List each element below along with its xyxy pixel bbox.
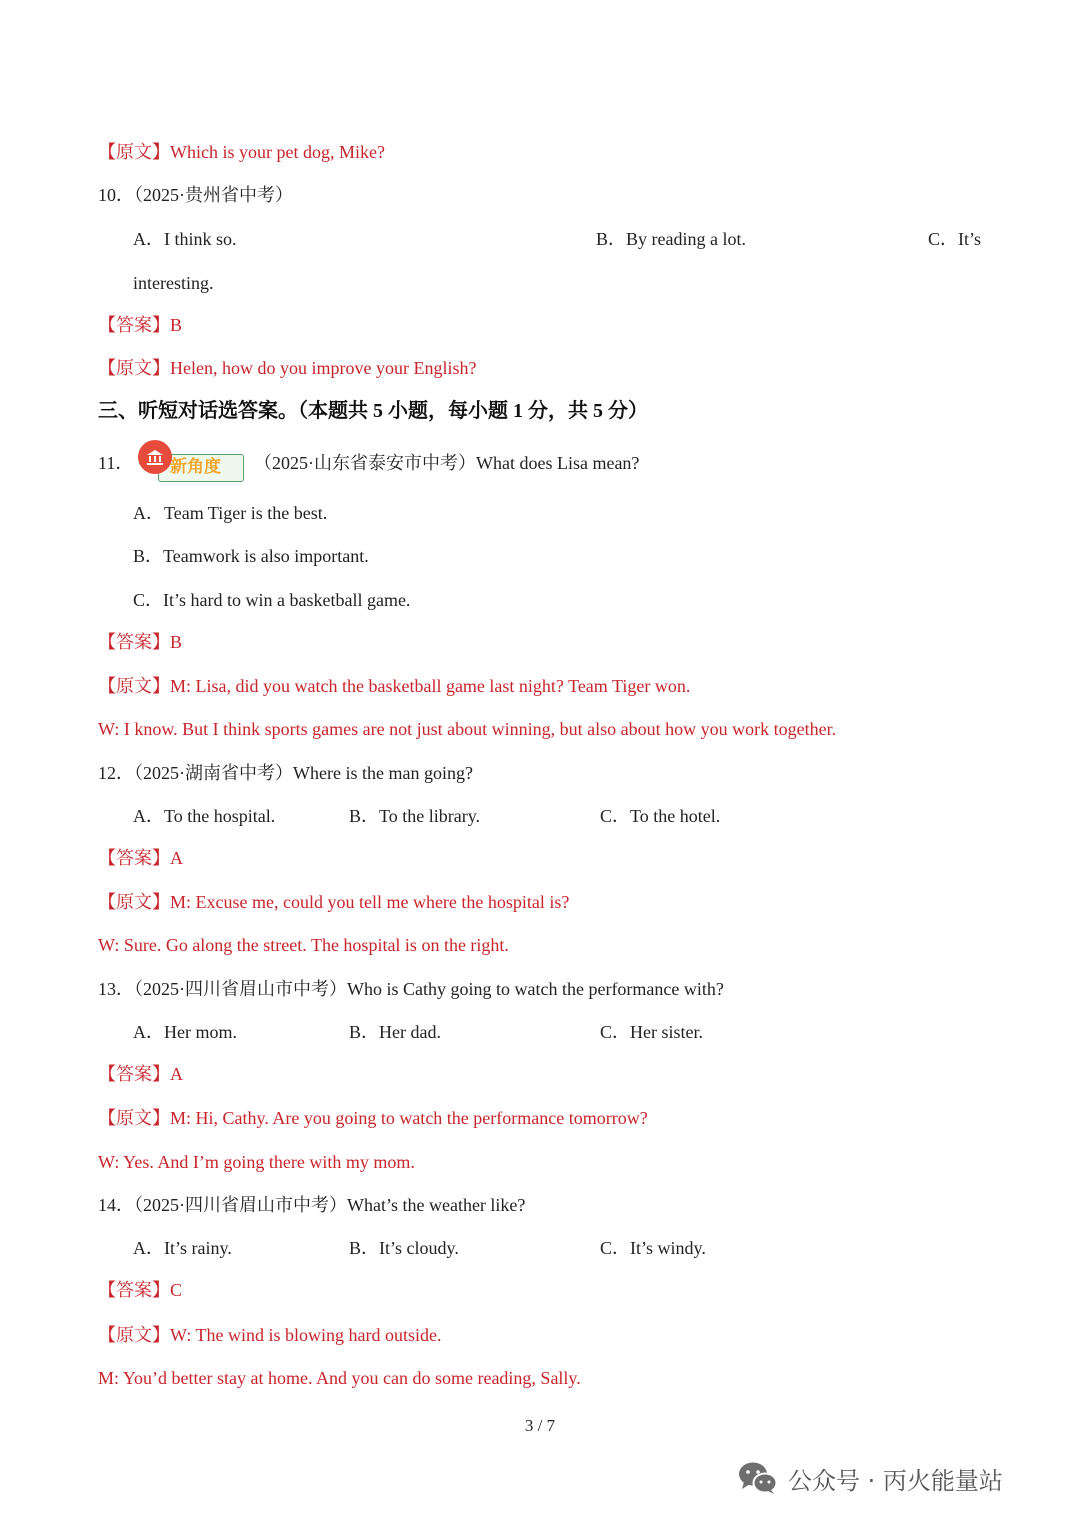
watermark-text: 公众号 · 丙火能量站	[788, 1466, 1003, 1495]
q11-option-a: A．Team Tiger is the best.	[133, 503, 328, 523]
q10-option-a: A．I think so.	[133, 229, 237, 249]
q13-answer: 【答案】A	[98, 1064, 183, 1084]
wechat-icon	[738, 1461, 778, 1495]
building-icon	[145, 447, 165, 467]
q11-answer: 【答案】B	[98, 632, 183, 652]
section-title: 三、听短对话选答案。（本题共 5 小题，每小题 1 分，共 5 分）	[98, 400, 648, 422]
badge-label: 新角度	[170, 457, 221, 477]
q12-option-b: B．To the library.	[349, 806, 481, 826]
q11-option-c: C．It’s hard to win a basketball game.	[133, 590, 411, 610]
q10-answer: 【答案】B	[98, 315, 183, 335]
page-number: 3 / 7	[524, 1416, 556, 1435]
q12-header: 12．（2025·湖南省中考）Where is the man going?	[98, 763, 473, 783]
q14-original-2: M: You’d better stay at home. And you can do some reading, Sally.	[98, 1368, 581, 1388]
watermark	[738, 1458, 1003, 1498]
q11-header: （2025·山东省泰安市中考）What does Lisa mean?	[254, 453, 640, 473]
q12-answer: 【答案】A	[98, 848, 183, 868]
q14-option-c: C．It’s windy.	[600, 1238, 706, 1258]
q14-option-b: B．It’s cloudy.	[349, 1238, 459, 1258]
q10-original: 【原文】Helen, how do you improve your English?	[98, 358, 477, 378]
q13-option-b: B．Her dad.	[349, 1022, 441, 1042]
q10-option-b: B．By reading a lot.	[596, 229, 746, 249]
q11-original-2: W: I know. But I think sports games are not just about winning, but also about how you work together.	[98, 719, 837, 739]
q10-option-c: C．It’s	[928, 229, 982, 249]
q11-original-1: 【原文】M: Lisa, did you watch the basketball game last night? Team Tiger won.	[98, 676, 691, 696]
q11-number: 11．	[98, 453, 134, 473]
badge-circle	[138, 440, 172, 474]
q11-option-b: B．Teamwork is also important.	[133, 546, 369, 566]
q12-option-c: C．To the hotel.	[600, 806, 721, 826]
q14-answer: 【答案】C	[98, 1280, 183, 1300]
q10-header: 10．（2025·贵州省中考）	[98, 185, 293, 205]
q12-original-2: W: Sure. Go along the street. The hospital is on the right.	[98, 935, 509, 955]
q13-original-2: W: Yes. And I’m going there with my mom.	[98, 1152, 415, 1172]
q13-original-1: 【原文】M: Hi, Cathy. Are you going to watch the performance tomorrow?	[98, 1108, 648, 1128]
new-angle-badge	[138, 440, 244, 482]
q14-option-a: A．It’s rainy.	[133, 1238, 232, 1258]
q14-header: 14．（2025·四川省眉山市中考）What’s the weather like?	[98, 1195, 526, 1215]
q12-option-a: A．To the hospital.	[133, 806, 276, 826]
q13-header: 13．（2025·四川省眉山市中考）Who is Cathy going to watch the performance with?	[98, 979, 724, 999]
q12-original-1: 【原文】M: Excuse me, could you tell me where the hospital is?	[98, 892, 570, 912]
q10-option-c-cont: interesting.	[133, 273, 214, 293]
q13-option-c: C．Her sister.	[600, 1022, 703, 1042]
q9-original: 【原文】Which is your pet dog, Mike?	[98, 142, 385, 162]
q13-option-a: A．Her mom.	[133, 1022, 237, 1042]
q14-original-1: 【原文】W: The wind is blowing hard outside.	[98, 1325, 442, 1345]
